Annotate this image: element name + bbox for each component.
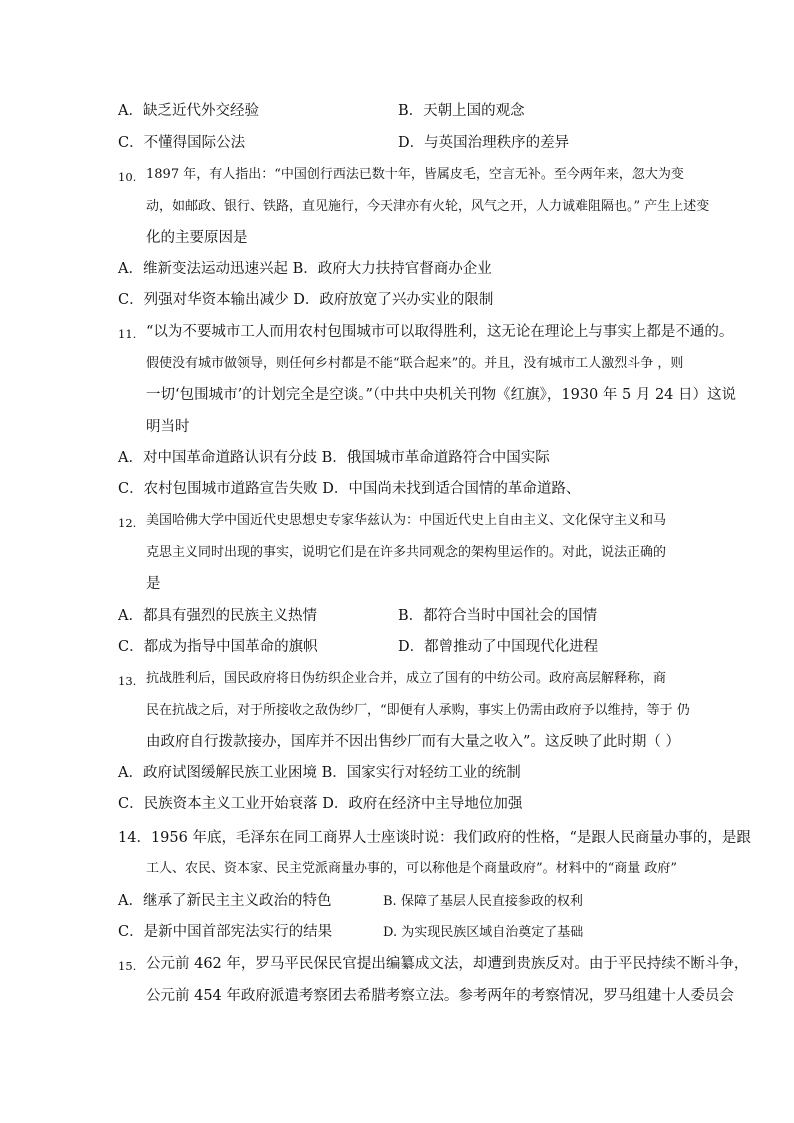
q9-option-a: A．缺乏近代外交经验 [118,103,259,119]
q12-line-3: 是 [146,576,161,592]
q15-line-1: 公元前 462 年，罗马平民保民官提出编纂成文法，却遭到贵族反对。由于平民持续不断斗争， [146,956,749,972]
q9-option-d: D．与英国治理秩序的差异 [398,135,570,151]
q12-option-b: B．都符合当时中国社会的国情 [398,608,598,624]
q12-number: 12. [118,516,137,530]
q11-options-cd: C．农村包围城市道路宣告失败 D．中国尚未找到适合国情的革命道路、 [118,481,581,497]
q14-option-d: D. 为实现民族区域自治奠定了基础 [383,925,584,940]
q11-line-1: “以为不要城市工人而用农村包围城市可以取得胜利，这无论在理论上与事实上都是不通的。 [146,324,734,340]
q10-line-2: 动，如邮政、银行、铁路，直见施行，今天津亦有火轮，风气之开，人力诚难阻隔也。” 产生上述变 [146,199,710,214]
q10-number: 10. [118,170,137,184]
q10-line-3: 化的主要原因是 [146,230,248,246]
q11-line-4: 明当时 [146,419,190,435]
q13-line-1: 抗战胜利后，国民政府将日伪纺织企业合并，成立了国有的中纺公司。政府高层解释称，商 [146,671,667,686]
q11-line-2: 假使没有城市做领导，则任何乡村都是不能“联合起来”的。并且，没有城市工人激烈斗争 ，则 [146,356,684,371]
q12-option-a: A．都具有强烈的民族主义热情 [118,608,317,624]
q11-number: 11. [118,327,137,341]
q13-options-cd: C．民族资本主义工业开始衰落 D．政府在经济中主导地位加强 [118,796,523,812]
q12-line-2: 克思主义同时出现的事实，说明它们是在许多共同观念的架构里运作的。对此，说法正确的 [146,545,667,560]
q11-line-3: 一切‘包围城市’的计划完全是空谈。”（中共中央机关刊物《红旗》，1930 年 5 月 24 日）这说 [146,387,737,403]
q9-option-c: C．不懂得国际公法 [118,135,246,151]
q9-option-b: B．天朝上国的观念 [398,103,525,119]
q14-option-a: A．继承了新民主主义政治的特色 [118,893,332,909]
q13-options-ab: A．政府试图缓解民族工业困境 B．国家实行对轻纺工业的统制 [118,765,521,781]
q14-option-c: C．是新中国首部宪法实行的结果 [118,924,333,940]
q12-line-1: 美国哈佛大学中国近代史思想史专家华兹认为：中国近代史上自由主义、文化保守主义和马 [146,513,667,528]
q12-option-d: D．都曾推动了中国现代化进程 [398,639,599,655]
q14-line-1: 14．1956 年底，毛泽东在同工商界人士座谈时说：我们政府的性格，“是跟人民商量办事的，是跟 [118,830,751,846]
q13-line-2: 民在抗战之后，对于所接收之敌伪纱厂，“即便有人承购，事实上仍需由政府予以维持，等于 仍 [146,703,690,718]
q13-number: 13. [118,674,137,688]
q14-option-b: B. 保障了基层人民直接参政的权利 [383,894,583,909]
q15-number: 15. [118,959,137,973]
q15-line-2: 公元前 454 年政府派遣考察团去希腊考察立法。参考两年的考察情况，罗马组建十人委员会 [146,988,734,1004]
q14-line-2: 工人、农民、资本家、民主党派商量办事的，可以称他是个商量政府”。材料中的“商量 政府” [146,861,678,876]
q11-options-ab: A．对中国革命道路认识有分歧 B．俄国城市革命道路符合中国实际 [118,450,550,466]
q13-line-3: 由政府自行拨款接办，国库并不因出售纱厂而有大量之收入”。这反映了此时期（ ） [146,734,681,750]
q10-options-cd: C．列强对华资本输出减少 D．政府放宽了兴办实业的限制 [118,292,494,308]
q10-line-1: 1897 年，有人指出：“中国创行西法已数十年，皆属皮毛，空言无补。至今两年来，忽大为变 [146,167,684,182]
q12-option-c: C．都成为指导中国革命的旗帜 [118,639,318,655]
q10-options-ab: A．维新变法运动迅速兴起 B．政府大力扶持官督商办企业 [118,261,492,277]
